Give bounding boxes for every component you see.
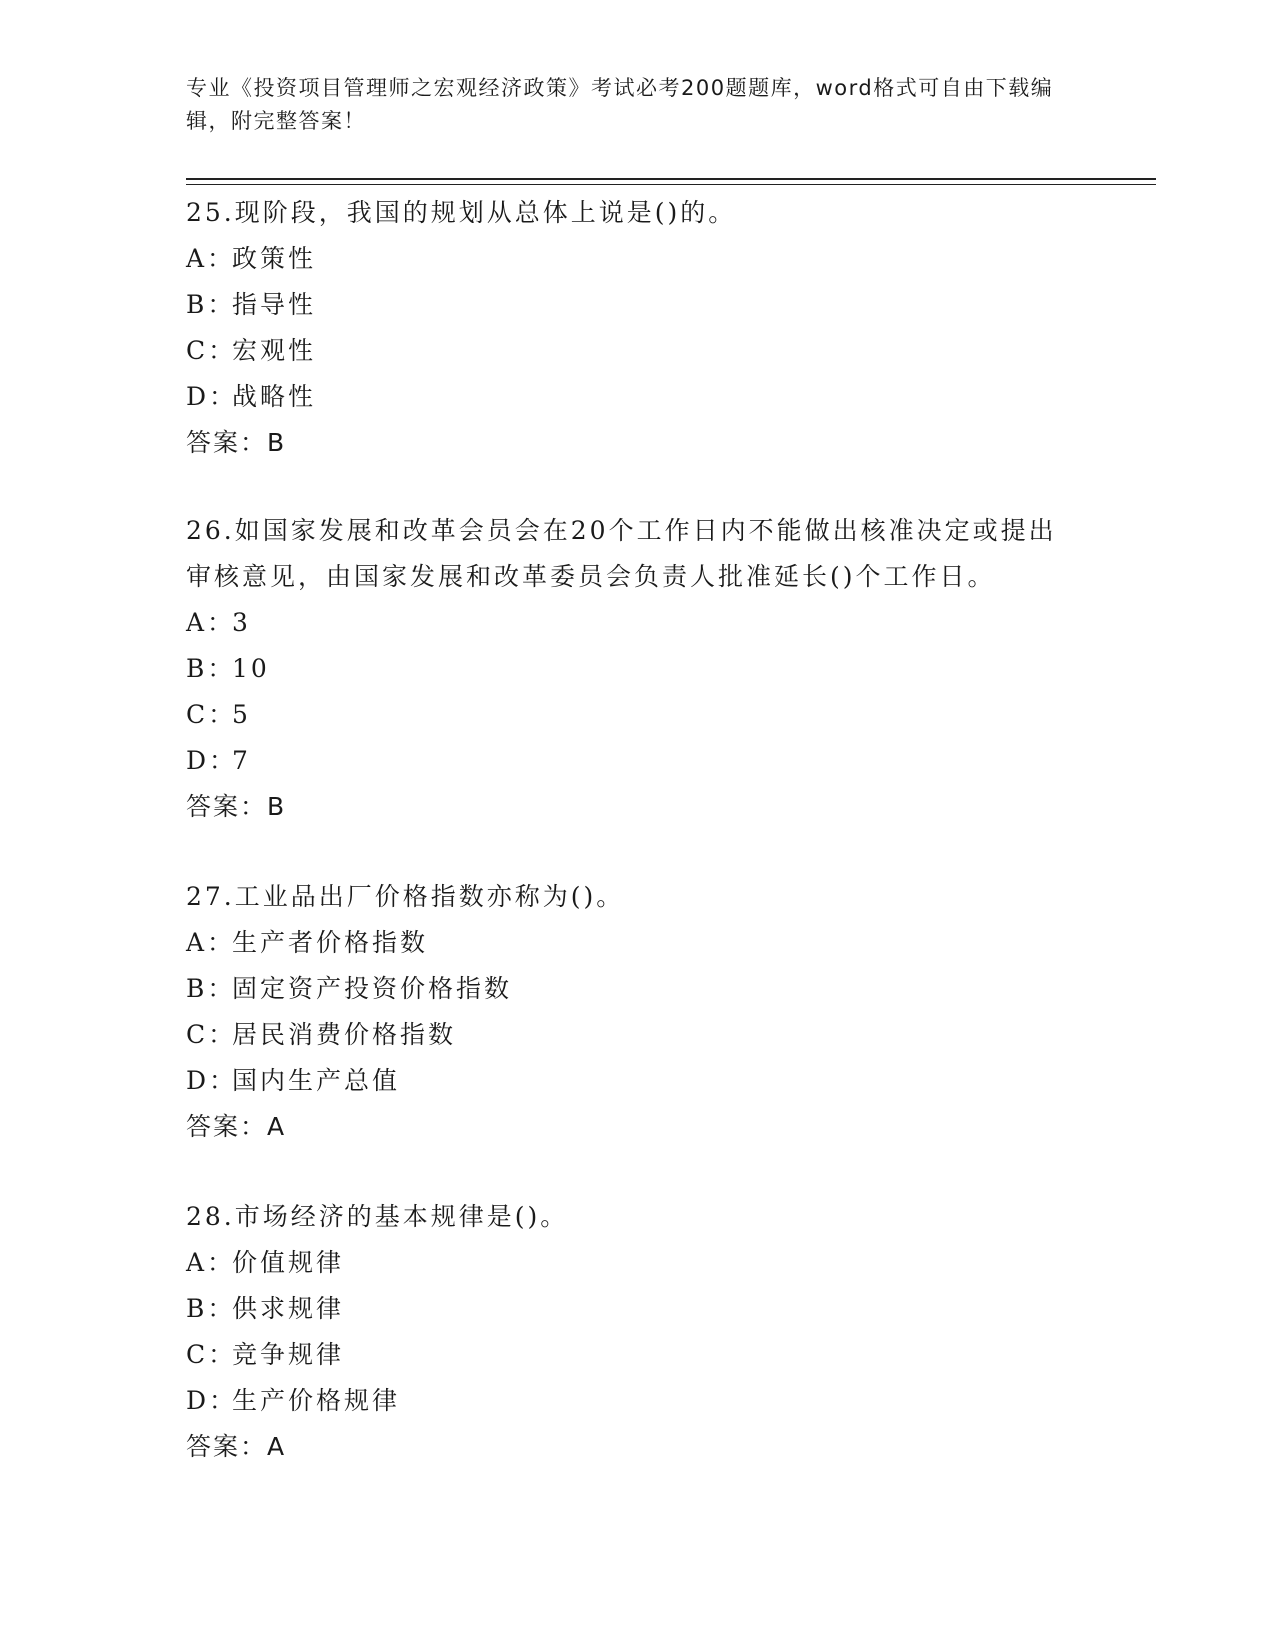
option-c [186, 1012, 1066, 1058]
option-b [186, 966, 1066, 1012]
option-text: 固定资产投资价格指数 [232, 974, 513, 1003]
option-b [186, 282, 1066, 328]
option-key: A： [186, 244, 236, 273]
option-b [186, 1286, 1066, 1332]
question-stem: 26.如国家发展和改革会员会在20个工作日内不能做出核准决定或提出审核意见，由国家发展和改革委员会负责人批准延长()个工作日。 [186, 516, 1057, 591]
option-text: 战略性 [232, 382, 317, 411]
option-key: A： [186, 928, 236, 957]
question-stem: 28.市场经济的基本规律是()。 [186, 1202, 569, 1231]
option-key: C： [186, 700, 237, 729]
option-key: D： [186, 1066, 238, 1095]
option-text: 国内生产总值 [232, 1066, 401, 1095]
document-header: 专业《投资项目管理师之宏观经济政策》考试必考200题题库，word格式可自由下载编辑，附完整答案！ [186, 76, 1054, 133]
option-key: D： [186, 382, 238, 411]
option-key: D： [186, 746, 238, 775]
question-27 [186, 874, 1066, 1150]
option-text: 指导性 [232, 290, 317, 319]
option-text: 供求规律 [232, 1294, 345, 1323]
option-key: B： [186, 654, 236, 683]
question-26 [186, 508, 1066, 830]
answer: 答案：A [186, 1112, 287, 1141]
question-stem: 25.现阶段，我国的规划从总体上说是()的。 [186, 198, 737, 227]
option-text: 10 [232, 654, 270, 683]
option-key: C： [186, 336, 237, 365]
option-a [186, 920, 1066, 966]
option-a [186, 600, 1066, 646]
question-stem: 27.工业品出厂价格指数亦称为()。 [186, 882, 625, 911]
answer: 答案：B [186, 792, 287, 821]
option-d [186, 1378, 1066, 1424]
header-divider-thick [186, 178, 1156, 180]
option-text: 居民消费价格指数 [232, 1020, 457, 1049]
answer: 答案：A [186, 1432, 287, 1461]
question-25 [186, 190, 1066, 466]
option-d [186, 1058, 1066, 1104]
option-key: A： [186, 608, 236, 637]
option-key: C： [186, 1340, 237, 1369]
option-text: 竞争规律 [232, 1340, 345, 1369]
option-text: 3 [232, 608, 251, 637]
option-c [186, 328, 1066, 374]
option-text: 价值规律 [232, 1248, 345, 1277]
question-28 [186, 1194, 1066, 1470]
option-text: 5 [232, 700, 251, 729]
option-key: B： [186, 974, 236, 1003]
option-c [186, 1332, 1066, 1378]
option-c [186, 692, 1066, 738]
option-a [186, 1240, 1066, 1286]
option-text: 宏观性 [232, 336, 317, 365]
option-key: D： [186, 1386, 238, 1415]
option-a [186, 236, 1066, 282]
option-text: 政策性 [232, 244, 317, 273]
option-b [186, 646, 1066, 692]
option-key: C： [186, 1020, 237, 1049]
option-d [186, 738, 1066, 784]
option-text: 生产者价格指数 [232, 928, 429, 957]
option-key: B： [186, 290, 236, 319]
option-text: 7 [232, 746, 251, 775]
option-text: 生产价格规律 [232, 1386, 401, 1415]
option-d [186, 374, 1066, 420]
answer: 答案：B [186, 428, 287, 457]
option-key: A： [186, 1248, 236, 1277]
option-key: B： [186, 1294, 236, 1323]
header-divider-thin [186, 184, 1156, 185]
